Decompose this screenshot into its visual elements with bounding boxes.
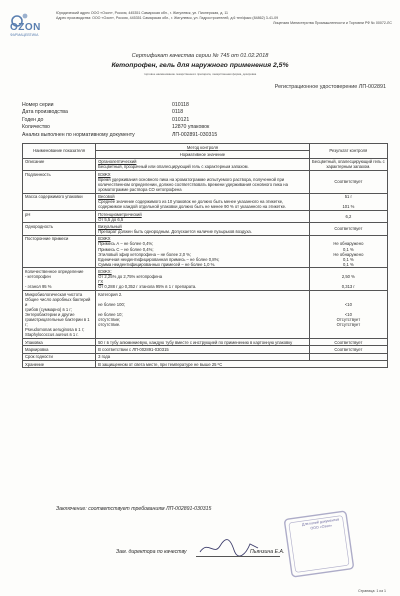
- stamp-icon: [280, 505, 358, 583]
- info-row: Дата производства 0118: [22, 109, 184, 116]
- production-address: Адрес производства: ООО «Озон», Россия, 445351 Самарская обл., г. Жигулевск, ул. Гидростроителей, д.6 тел/факс (84862) 3-41-09: [56, 16, 279, 21]
- table-row: Подлинность ВЭЖХ Время удерживания основного пика на хроматограмме испытуемого раствора, полученной при количественном определении, должно соответствовать времени удерживания основного пика на хроматограмме раствора СО кетопрофена Соответствует: [23, 170, 388, 193]
- page-number: Страница: 1 из 1: [358, 589, 386, 593]
- header-result: Результат контроля: [309, 144, 387, 159]
- header-norm: Нормативное значение: [96, 151, 310, 158]
- info-row: Номер серии 010118: [22, 102, 189, 108]
- table-header-row: [23, 144, 388, 151]
- header-name: Наименование показателя: [23, 144, 96, 159]
- info-row: Количество 12870 упаковок: [22, 124, 210, 131]
- table-row: Описание Органолептический Бесцветный, прозрачный или опалесцирующий гель с характерным запахом. Бесцветный, опалесцирующий гель с характерным запахом.: [23, 158, 388, 170]
- table-row: Срок годности 3 года: [23, 353, 388, 360]
- info-row: Годен до 010121: [22, 116, 190, 123]
- info-row: Анализ выполнен по нормативному документу ЛП-002891-030315: [22, 131, 218, 138]
- table-row: Маркировка В соответствии с ЛП-002891-030315 Соответствует: [23, 346, 388, 353]
- logo-subtitle: ФАРМАЦЕВТИКА: [10, 33, 39, 37]
- license-line: Лицензия Министерства Промышленности и Торговли РФ № 00072-ЛС: [273, 21, 392, 26]
- company-header: [56, 11, 392, 27]
- product-subtitle: торговое наименование лекарственного препарата, лекарственная форма, дозировка: [143, 72, 257, 76]
- legal-address: Юридический адрес ООО «Озон», Россия, 445351 Самарская обл., г. Жигулевск, ул. Пионерская, д. 11: [56, 11, 229, 15]
- logo-word: OZON: [10, 22, 41, 33]
- signature-line: [196, 556, 280, 557]
- product-title: Кетопрофен, гель для наружного применения 2,5%: [111, 62, 289, 69]
- table-row: Хранение В защищенном от света месте, при температуре не выше 25 ºС: [23, 360, 388, 367]
- signer-name: Пьянзина Е.А.: [250, 549, 285, 555]
- batch-info: [22, 102, 302, 139]
- signer-label: Зам. директора по качеству: [116, 549, 187, 555]
- table-row: Упаковка 50 г в тубу алюминиевую, каждую тубу вместе с инструкцией по применению в картонную упаковку Соответствует: [23, 339, 388, 346]
- table-row: Масса содержимого упаковки Весовой Среднее значение содержимого из 10 упаковок не должно быть менее указанного на этикетке, содержимое каждой отдельной упаковки должно быть не менее 90 % от указанного на этикетке. 51 г 101 %: [23, 193, 388, 210]
- table-row: Однородность Визуальный Препарат должен быть однородным. Допускается наличие пузырьков воздуха. Соответствует: [23, 223, 388, 235]
- stamp-text: Для копий документов ООО «Озон»: [301, 517, 340, 531]
- table-row: Посторонние примеси ВЭЖХ Примесь А – не более 0,4%; Примесь С – не более 0,4%; Этиловый эфир кетопрофена – не более 2,0 %; Единичная неидентифицированная примесь – не более 0,8%; Сумма неидентифицированных примесей – не более 1,0 %. Не обнаружено 0,1 % Не обнаружено 0,1 % 0,1 %: [23, 235, 388, 268]
- certificate-title: Сертификат качества серии № 745 от 01.02.2018: [131, 53, 269, 59]
- table-row: Количественное определение - кетопрофен - этанол 95 % ВЭЖХ: От 2,25% до 2,75% кетопрофена ГХ От 0,288 г до 0,352 г этанола 95% в 1 г препарата. 2,50 % 0,313 г: [23, 268, 388, 291]
- header-method: Метод контроля: [96, 144, 310, 151]
- conclusion: Заключение: соответствует требованиям ЛП-002891-030315: [56, 506, 212, 512]
- registration-number: Регистрационное удостоверение ЛП-002891: [274, 84, 386, 90]
- quality-table: [22, 143, 388, 368]
- table-row: Микробиологическая чистота Общее число аэробных бактерий и грибов (суммарно) в 1 г; Энтеробактерии и другие грамотрицательные бактерии в 1 г; Pseudomonas aeruginosa в 1 г; Staphylococcus aureus в 1 г. Категория 2. не более 100; не более 10; отсутствие; отсутствие. <10 <10 Отсутствует Отсутствует: [23, 291, 388, 339]
- table-row: pH Потенциометрический От 5,5 до 6,5 6,2: [23, 210, 388, 222]
